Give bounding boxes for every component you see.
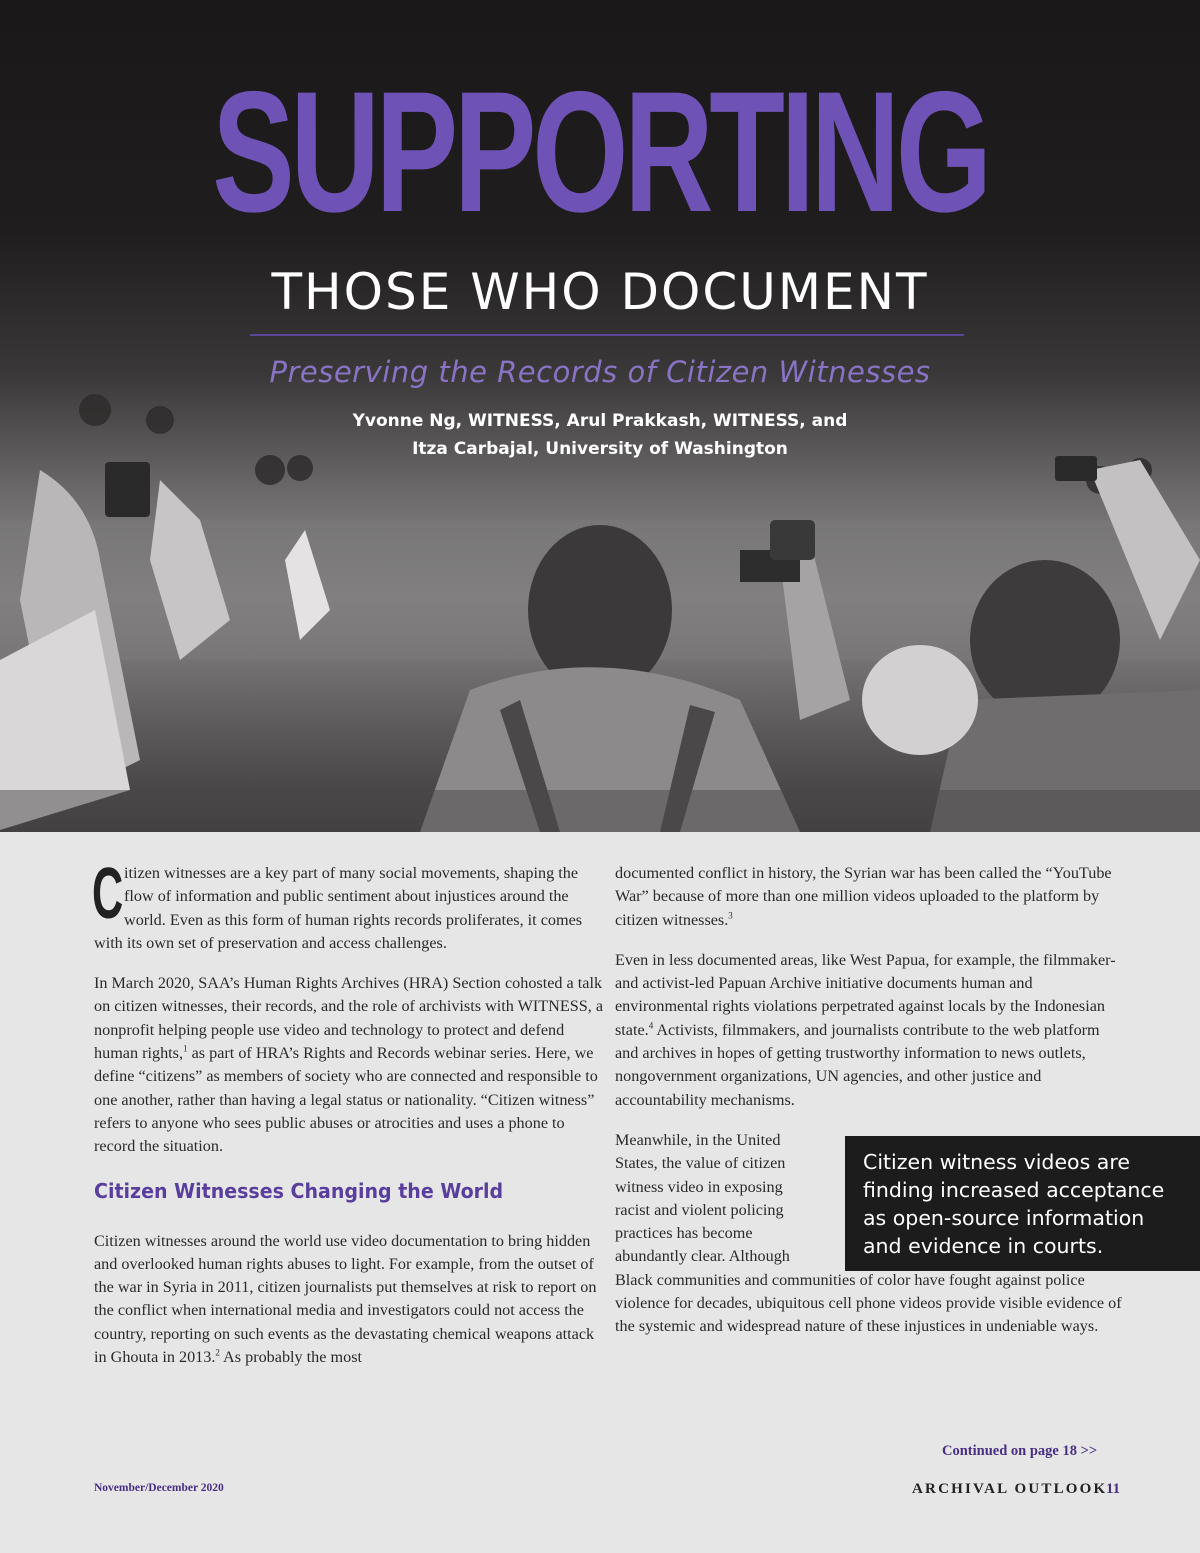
authors-line-2: Itza Carbajal, University of Washington xyxy=(412,439,788,459)
authors-line-1: Yvonne Ng, WITNESS, Arul Prakkash, WITNESS, and xyxy=(352,411,848,431)
continued-link: Continued on page 18 >> xyxy=(942,1443,1098,1459)
footnote-ref-1: 1 xyxy=(183,1043,188,1054)
footer-page-number: 11 xyxy=(1106,1481,1121,1497)
footer-issue-date: November/December 2020 xyxy=(94,1482,224,1494)
article-subtitle: THOSE WHO DOCUMENT xyxy=(271,263,929,321)
paragraph-us-wrapped: Meanwhile, in the United States, the value of citizen witness video in exposing racist and violent policing practices has become abundantly clear. Although xyxy=(615,1130,790,1266)
paragraph-syria: Citizen witnesses around the world use video documentation to bring hidden and overlooked human rights abuses to light. For example, from the outset of the war in Syria in 2011, citizen journalists put themselves at risk to report on the conflict when international media and investigators could not access the country, reporting on such events as the devastating chemical weapons attack in Ghouta in 2013.$^2$ As probably the most xyxy=(94,1231,597,1367)
footnote-ref-2: 2 xyxy=(215,1347,220,1358)
paragraph-us-continued: Black communities and communities of color have fought against police violence for decades, ubiquitous cell phone videos provide visible evidence of the systemic and widespread nature of these injustices in undeniable ways. xyxy=(615,1270,1122,1336)
paragraph-youtube-war: documented conflict in history, the Syrian war has been called the “YouTube War” because of more than one million videos uploaded to the platform by citizen witnesses.$^3$ xyxy=(615,864,1112,929)
footnote-ref-4: 4 xyxy=(648,1020,654,1031)
paragraph-intro: Citizen witnesses are a key part of many social movements, shaping the flow of information and public sentiment about injustices around the world. Even as this form of human rights records proliferates, it comes with its own set of preservation and access challenges. xyxy=(92,854,583,952)
section-heading: Citizen Witnesses Changing the World xyxy=(94,1178,504,1203)
title-divider xyxy=(250,334,964,336)
drop-cap: C xyxy=(92,854,124,934)
body-column-left xyxy=(92,854,604,1386)
article-tagline: Preserving the Records of Citizen Witnesses xyxy=(269,355,931,389)
article-title: SUPPORTING xyxy=(212,56,988,248)
article-authors xyxy=(0,407,1200,463)
footnote-ref-3: 3 xyxy=(728,910,733,921)
pull-quote: Citizen witness videos are finding increased acceptance as open-source information and evidence in courts. xyxy=(845,1136,1200,1271)
footer-magazine-name: ARCHIVAL OUTLOOK xyxy=(912,1481,1108,1497)
paragraph-west-papua: Even in less documented areas, like West Papua, for example, the filmmaker- and activist-led Papuan Archive initiative documents human and environmental rights violations perpetrated against locals by the Indonesian state.$^4$ Activists, filmmakers, and journalists contribute to the web platform and archives in hopes of getting trustworthy information to news outlets, nongovernment organizations, UN agencies, and other justice and accountability mechanisms. xyxy=(615,950,1116,1109)
paragraph-hra-talk: In March 2020, SAA’s Human Rights Archives (HRA) Section cohosted a talk on citizen witnesses, their records, and the role of archivists with WITNESS, a nonprofit helping people use video and technology to protect and defend human rights,$^1$ as part of HRA’s Rights and Records webinar series. Here, we define “citizens” as members of society who are connected and responsible to one another, rather than having a legal status or nationality. “Citizen witness” refers to anyone who sees public abuses or atrocities and uses a phone to record the situation. xyxy=(94,974,604,1156)
